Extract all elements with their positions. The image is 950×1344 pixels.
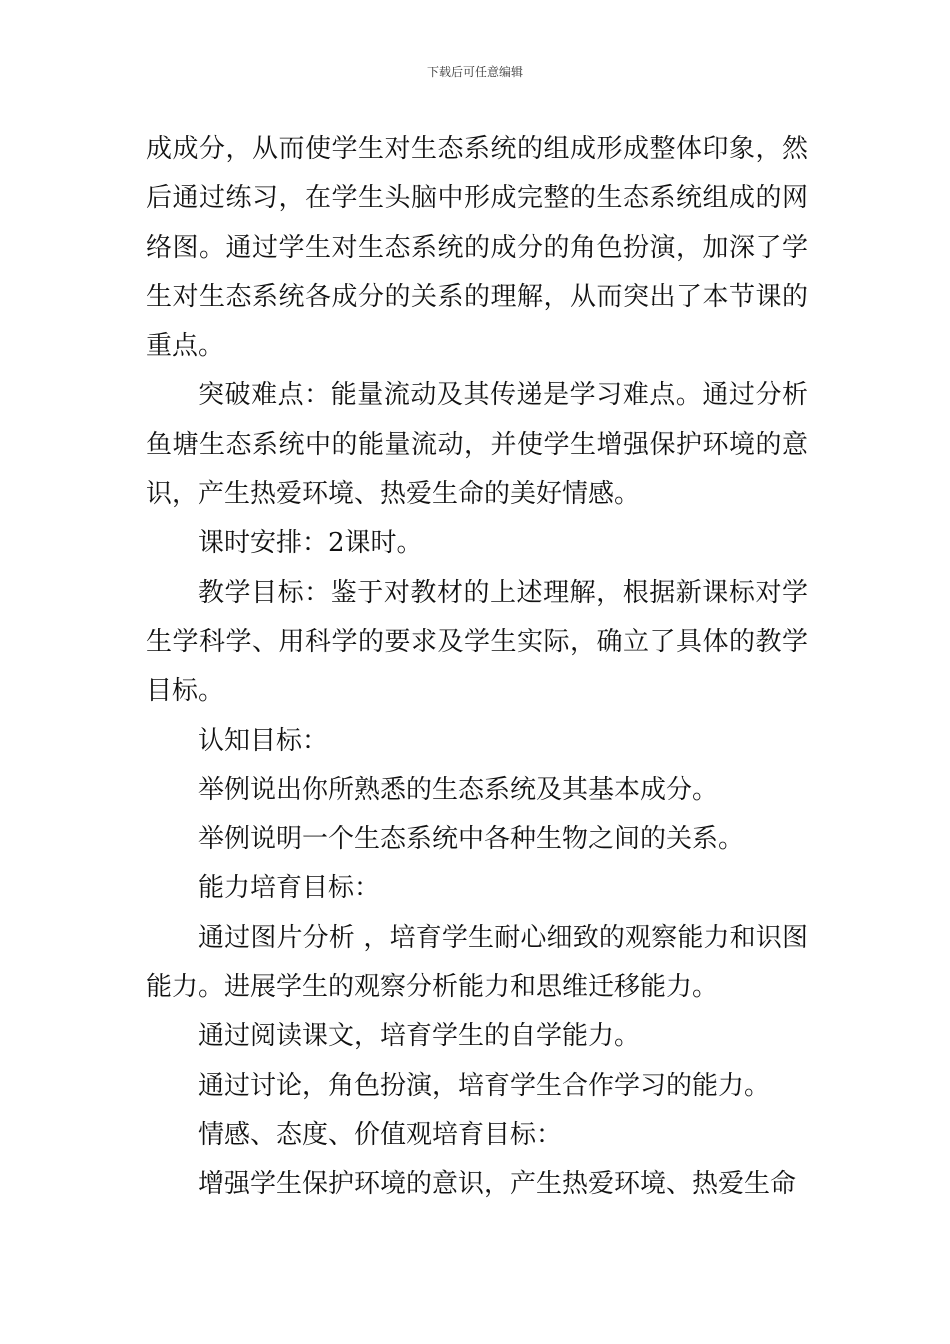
paragraph-schedule: 课时安排：2课时。 [198, 528, 423, 559]
paragraph-cognitive-1: 举例说出你所熟悉的生态系统及其基本成分。 [198, 774, 719, 805]
paragraph-difficulty: 突破难点：能量流动及其传递是学习难点。通过分析鱼塘生态系统中的能量流动，并使学生增强保护环境的意识，产生热爱环境、热爱生命的美好情感。 [146, 380, 808, 510]
page-header: 下载后可任意编辑 [426, 65, 523, 79]
document-body [146, 125, 808, 1210]
paragraph-intro: 成成分，从而使学生对生态系统的组成形成整体印象，然后通过练习，在学生头脑中形成完整的生态系统组成的网络图。通过学生对生态系统的成分的角色扮演，加深了学生对生态系统各成分的关系的理解，从而突出了本节课的重点。 [146, 134, 808, 362]
paragraph-cognitive-2: 举例说明一个生态系统中各种生物之间的关系。 [198, 824, 745, 855]
paragraph-emotion-1: 增强学生保护环境的意识，产生热爱环境、热爱生命 [198, 1169, 797, 1200]
paragraph-ability-3: 通过讨论，角色扮演，培育学生合作学习的能力。 [198, 1070, 771, 1101]
paragraph-cognitive-heading: 认知目标： [198, 725, 329, 756]
paragraph-ability-1: 通过图片分析 ，培育学生耐心细致的观察能力和识图能力。进展学生的观察分析能力和思维迁移能力。 [146, 922, 808, 1003]
paragraph-emotion-heading: 情感、态度、价值观培育目标： [198, 1119, 563, 1150]
paragraph-ability-2: 通过阅读课文，培育学生的自学能力。 [198, 1021, 641, 1052]
paragraph-ability-heading: 能力培育目标： [198, 873, 381, 904]
paragraph-teaching-goals: 教学目标：鉴于对教材的上述理解，根据新课标对学生学科学、用科学的要求及学生实际，确立了具体的教学目标。 [146, 577, 808, 707]
